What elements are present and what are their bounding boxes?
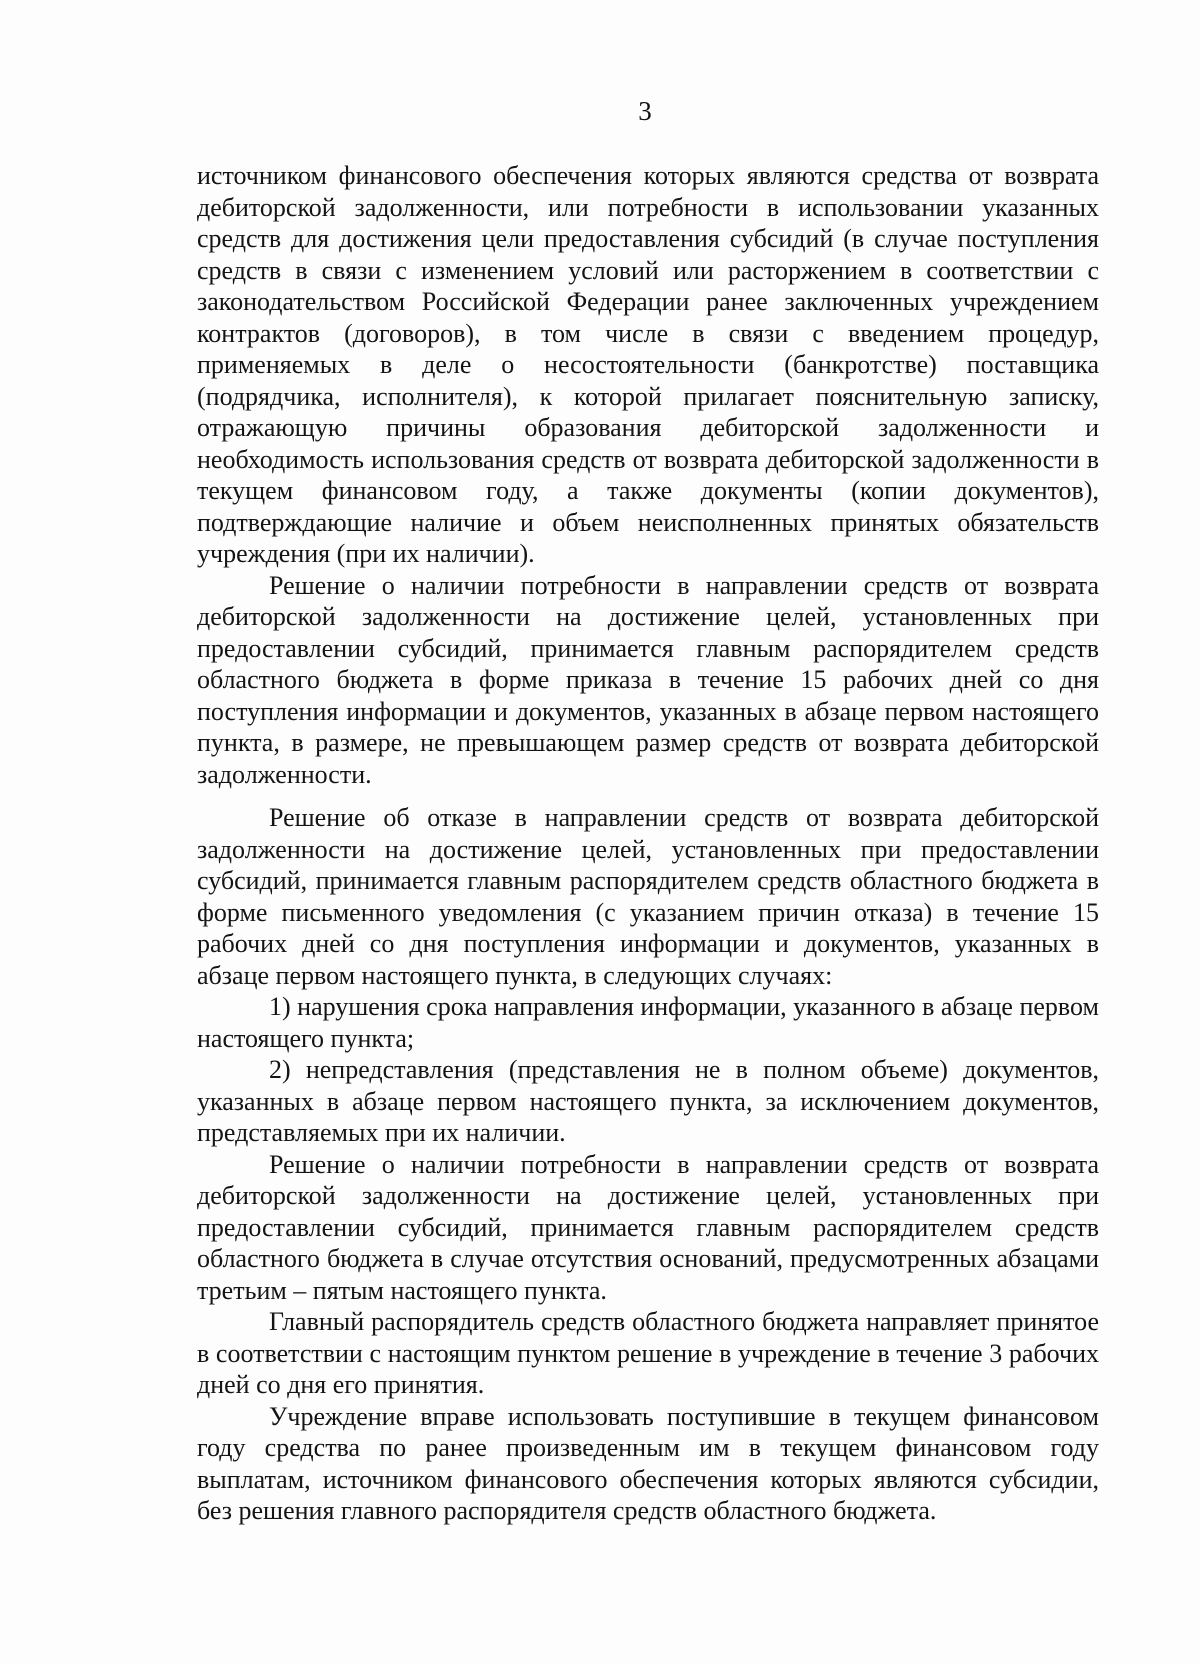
page-number: 3 [638,96,652,126]
document-body [197,160,1099,1527]
paragraph-decision-forwarding: Главный распорядитель средств областного бюджета направляет принятое в соответствии с настоящим пунктом решение в учреждение в течение 3 рабочих дней со дня его принятия. [197,1307,1099,1399]
list-item-reason-2: 2) непредставления (представления не в полном объеме) документов, указанных в абзаце первом настоящего пункта, за исключением документов, представляемых при их наличии. [197,1055,1099,1147]
paragraph-decision-absence-grounds: Решение о наличии потребности в направлении средств от возврата дебиторской задолженности на достижение целей, установленных при предоставлении субсидий, принимается главным распорядителем средств областного бюджета в случае отсутствия оснований, предусмотренных абзацами третьим – пятым настоящего пункта. [197,1149,1099,1305]
list-item-reason-1: 1) нарушения срока направления информации, указанного в абзаце первом настоящего пункта; [197,992,1099,1053]
paragraph-continuation: источником финансового обеспечения которых являются средства от возврата дебиторской задолженности, или потребности в использовании указанных средств для достижения цели предоставления субсидий (в случае поступления средств в связи с изменением условий или расторжением в соответствии с законодательством Российской Федерации ранее заключенных учреждением контрактов (договоров), в том числе в связи с введением процедур, применяемых в деле о несостоятельности (банкротстве) поставщика (подрядчика, исполнителя), к которой прилагает пояснительную записку, отражающую причины образования дебиторской задолженности и необходимость использования средств от возврата дебиторской задолженности в текущем финансовом году, а также документы (копии документов), подтверждающие наличие и объем неисполненных принятых обязательств учреждения (при их наличии). [197,161,1099,568]
paragraph-institution-right: Учреждение вправе использовать поступившие в текущем финансовом году средства по ранее произведенным им в текущем финансовом году выплатам, источником финансового обеспечения которых являются субсидии, без решения главного распорядителя средств областного бюджета. [197,1401,1099,1525]
paragraph-decision-approval: Решение о наличии потребности в направлении средств от возврата дебиторской задолженности на достижение целей, установленных при предоставлении субсидий, принимается главным распорядителем средств областного бюджета в форме приказа в течение 15 рабочих дней со дня поступления информации и документов, указанных в абзаце первом настоящего пункта, в размере, не превышающем размер средств от возврата дебиторской задолженности. [197,570,1099,789]
paragraph-decision-refusal: Решение об отказе в направлении средств от возврата дебиторской задолженности на достижение целей, установленных при предоставлении субсидий, принимается главным распорядителем средств областного бюджета в форме письменного уведомления (с указанием причин отказа) в течение 15 рабочих дней со дня поступления информации и документов, указанных в абзаце первом настоящего пункта, в следующих случаях: [197,803,1099,990]
